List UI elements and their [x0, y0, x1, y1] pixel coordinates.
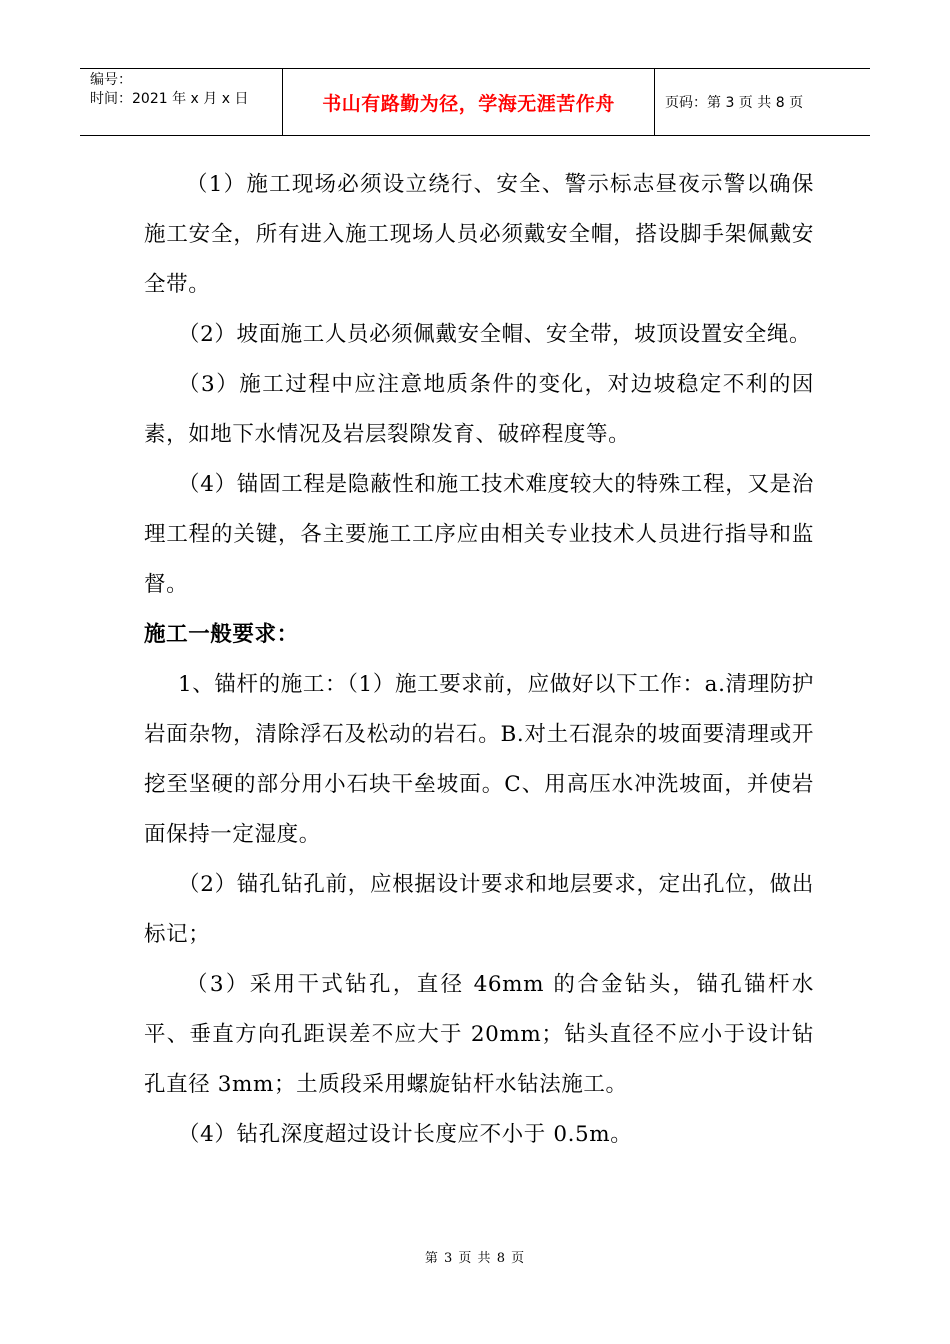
section-heading: 施工一般要求： [144, 622, 299, 647]
header-page-info: 页码：第 3 页 共 8 页 [665, 95, 804, 111]
date-label: 时间：2021 年 x 月 x 日 [90, 91, 249, 107]
header-meta [80, 69, 283, 135]
header-motto: 书山有路勤为径，学海无涯苦作舟 [283, 69, 655, 135]
paragraph-3: （3）施工过程中应注意地质条件的变化，对边坡稳定不利的因素，如地下水情况及岩层裂隙发育、破碎程度等。 [144, 372, 814, 447]
paragraph-8: （4）钻孔深度超过设计长度应不小于 0.5m。 [178, 1122, 633, 1147]
paragraph-2: （2）坡面施工人员必须佩戴安全帽、安全带，坡顶设置安全绳。 [178, 322, 812, 347]
paragraph-7: （3）采用干式钻孔，直径 46mm 的合金钻头，锚孔锚杆水平、垂直方向孔距误差不应大于 20mm；钻头直径不应小于设计钻孔直径 3mm；土质段采用螺旋钻杆水钻法施工。 [144, 972, 814, 1097]
paragraph-4: （4）锚固工程是隐蔽性和施工技术难度较大的特殊工程，又是治理工程的关键，各主要施工工序应由相关专业技术人员进行指导和监督。 [144, 472, 814, 597]
serial-label: 编号： [90, 72, 132, 88]
paragraph-6: （2）锚孔钻孔前，应根据设计要求和地层要求，定出孔位，做出标记； [144, 872, 814, 947]
paragraph-5: 1、锚杆的施工：（1）施工要求前，应做好以下工作：a.清理防护岩面杂物，清除浮石及松动的岩石。B.对土石混杂的坡面要清理或开挖至坚硬的部分用小石块干垒坡面。C、用高压水冲洗坡面，并使岩面保持一定湿度。 [144, 672, 814, 847]
document-body [144, 160, 814, 1160]
page-footer: 第 3 页 共 8 页 [424, 1251, 526, 1266]
paragraph-1: （1）施工现场必须设立绕行、安全、警示标志昼夜示警以确保施工安全，所有进入施工现场人员必须戴安全帽，搭设脚手架佩戴安全带。 [144, 172, 814, 297]
page-header [80, 68, 870, 136]
